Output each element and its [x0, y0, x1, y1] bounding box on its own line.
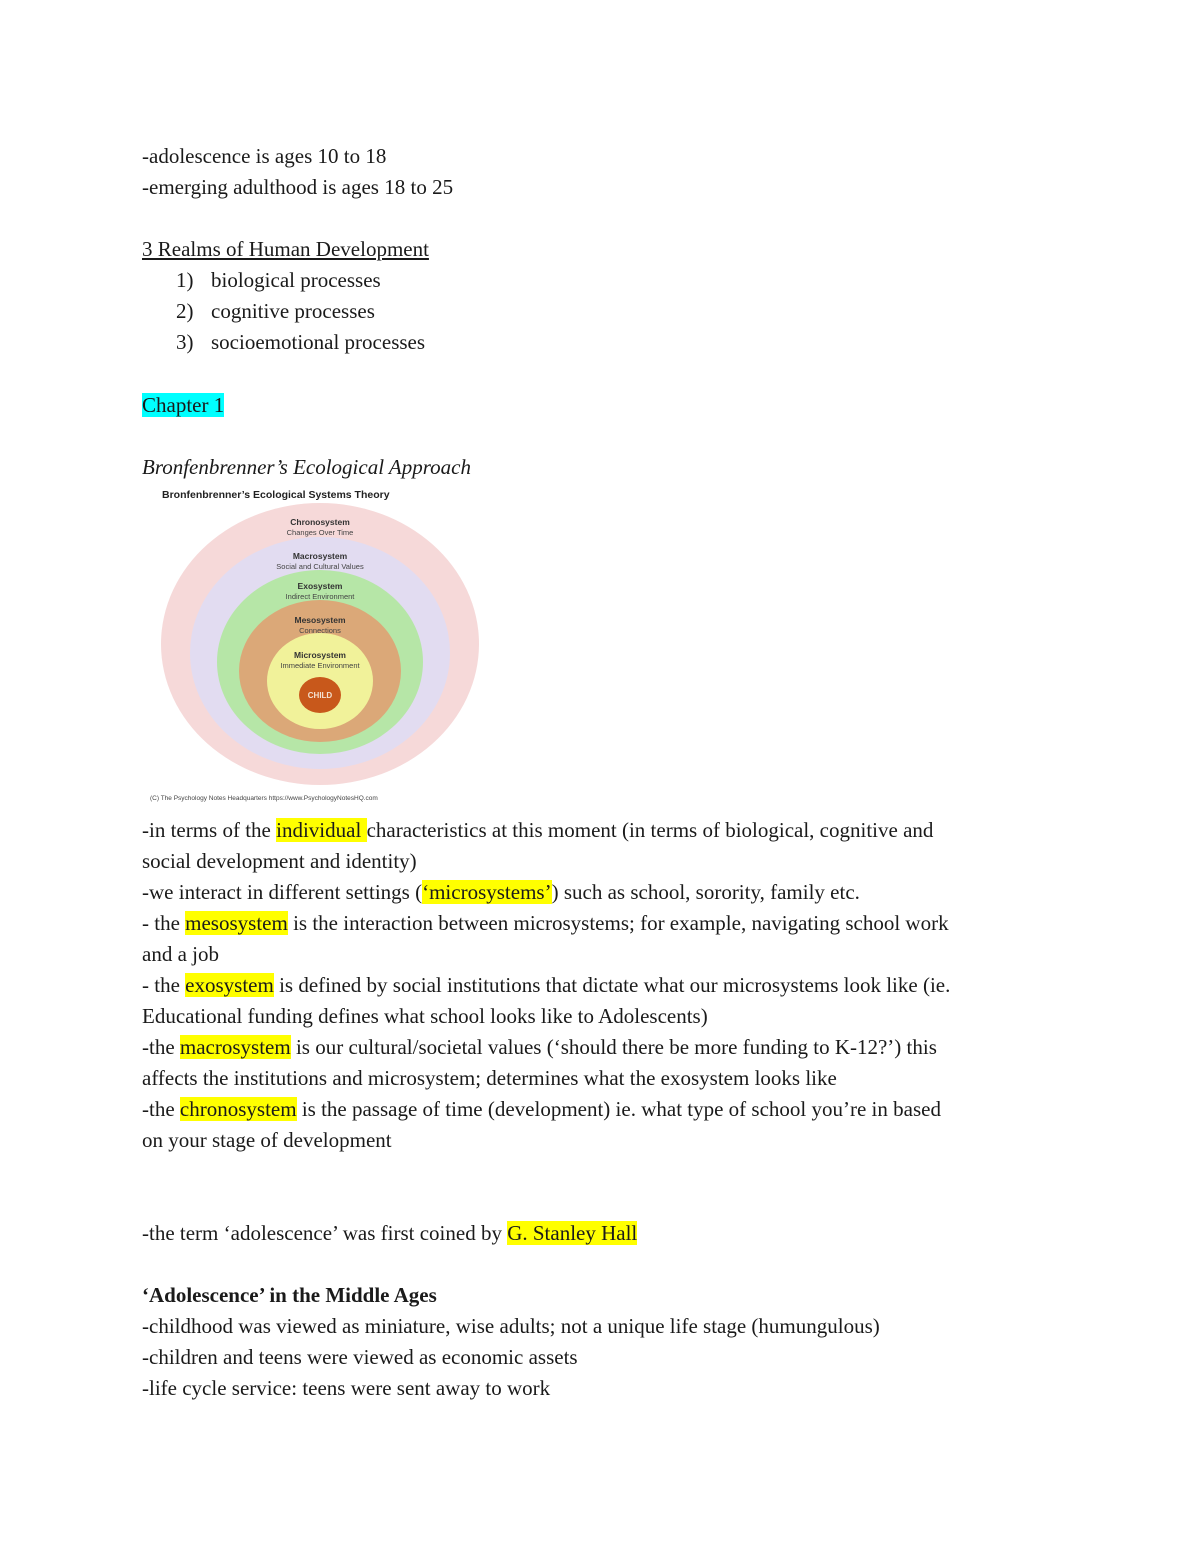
body-line-microsystems: [142, 878, 860, 906]
chapter-label: [142, 391, 224, 419]
text-segment: -the term ‘adolescence’ was first coined by: [142, 1221, 508, 1245]
chapter-highlight: Chapter 1: [142, 393, 225, 417]
mesosystem-label: Mesosystem: [294, 615, 346, 625]
exosystem-desc: Indirect Environment: [285, 592, 355, 601]
term-macrosystem: macrosystem: [179, 1035, 291, 1059]
intro-line-emerging-adulthood: -emerging adulthood is ages 18 to 25: [142, 175, 454, 199]
chronosystem-label: Chronosystem: [290, 517, 350, 527]
term-mesosystem: mesosystem: [185, 911, 288, 935]
text-segment: -we interact in different settings (: [142, 880, 423, 904]
text-segment: is the passage of time (development) ie. what type of school you’re in based: [296, 1097, 941, 1121]
diagram-credit: (C) The Psychology Notes Headquarters https://www.PsychologyNotesHQ.com: [150, 795, 378, 802]
body-line-mesosystem: [142, 909, 949, 937]
child-label: CHILD: [307, 691, 333, 700]
term-exosystem: exosystem: [185, 973, 274, 997]
text-segment: - the: [142, 973, 186, 997]
body-line: on your stage of development: [142, 1128, 392, 1152]
middle-ages-heading: ‘Adolescence’ in the Middle Ages: [142, 1283, 437, 1307]
macrosystem-desc: Social and Cultural Values: [276, 562, 364, 571]
mesosystem-desc: Connections: [299, 626, 341, 635]
text-segment: - the: [142, 911, 186, 935]
text-segment: characteristics at this moment (in terms of biological, cognitive and: [366, 818, 934, 842]
diagram-svg: [150, 484, 490, 804]
body-line: Educational funding defines what school looks like to Adolescents): [142, 1004, 708, 1028]
body-line-hall: [142, 1219, 637, 1247]
diagram-title: Bronfenbrenner’s Ecological Systems Theory: [162, 489, 390, 501]
term-chronosystem: chronosystem: [179, 1097, 297, 1121]
text-segment: -in terms of the: [142, 818, 277, 842]
list-text: socioemotional processes: [211, 330, 426, 354]
microsystem-desc: Immediate Environment: [280, 661, 360, 670]
body-line: social development and identity): [142, 849, 417, 873]
text-segment: is the interaction between microsystems; for example, navigating school work: [287, 911, 949, 935]
macrosystem-label: Macrosystem: [292, 551, 348, 561]
body-line: and a job: [142, 942, 219, 966]
text-segment: is our cultural/societal values (‘should there be more funding to K-12?’) this: [290, 1035, 937, 1059]
text-segment: ) such as school, sorority, family etc.: [551, 880, 860, 904]
list-item: -childhood was viewed as miniature, wise adults; not a unique life stage (humungulous): [142, 1314, 880, 1338]
list-text: cognitive processes: [211, 299, 375, 323]
text-segment: -the: [142, 1035, 180, 1059]
realms-heading: 3 Realms of Human Development: [142, 237, 429, 261]
list-item: -life cycle service: teens were sent away to work: [142, 1376, 551, 1400]
list-text: biological processes: [211, 268, 381, 292]
text-segment: is defined by social institutions that dictate what our microsystems look like (ie.: [273, 973, 951, 997]
body-line-individual: [142, 816, 933, 844]
text-segment: -the: [142, 1097, 180, 1121]
microsystem-label: Microsystem: [294, 650, 346, 660]
list-number: 1): [176, 268, 194, 292]
term-microsystems: ‘microsystems’: [422, 880, 552, 904]
list-number: 3): [176, 330, 194, 354]
body-line-macrosystem: [142, 1033, 937, 1061]
section-title: Bronfenbrenner’s Ecological Approach: [142, 455, 471, 479]
body-line-chronosystem: [142, 1095, 941, 1123]
body-line-exosystem: [142, 971, 950, 999]
ecological-systems-diagram: [150, 484, 490, 804]
term-individual: individual: [276, 818, 367, 842]
intro-line-adolescence: -adolescence is ages 10 to 18: [142, 144, 387, 168]
list-item: -children and teens were viewed as economic assets: [142, 1345, 578, 1369]
exosystem-label: Exosystem: [297, 581, 343, 591]
term-stanley-hall: G. Stanley Hall: [507, 1221, 638, 1245]
body-line: affects the institutions and microsystem; determines what the exosystem looks like: [142, 1066, 837, 1090]
list-number: 2): [176, 299, 194, 323]
chronosystem-desc: Changes Over Time: [286, 528, 354, 537]
